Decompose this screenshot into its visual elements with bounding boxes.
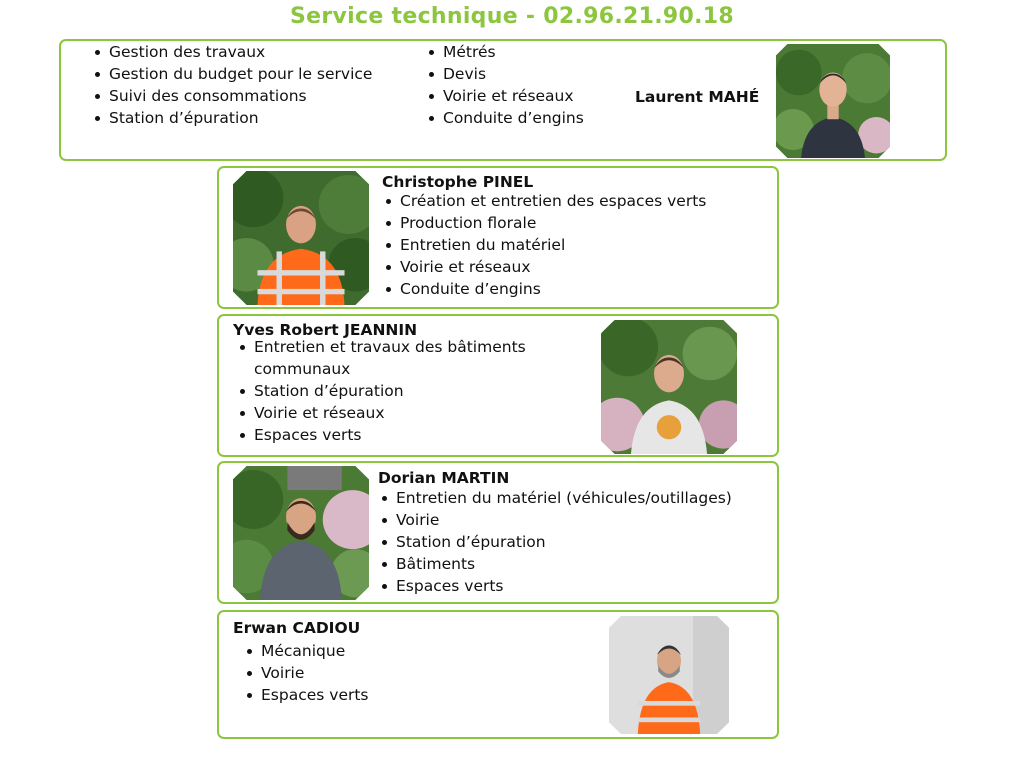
staff-name: Yves Robert JEANNIN xyxy=(233,321,418,339)
task-item: Station d’épuration xyxy=(91,107,372,129)
staff-card-erwan-cadiou xyxy=(217,610,779,739)
task-item: Espaces verts xyxy=(243,684,369,706)
task-item: Production florale xyxy=(382,212,706,234)
task-list xyxy=(243,640,369,706)
staff-card-laurent-mahe xyxy=(59,39,947,161)
staff-card-yves-robert-jeannin xyxy=(217,314,779,457)
task-item: Conduite d’engins xyxy=(425,107,584,129)
task-item: Entretien du matériel (véhicules/outillages) xyxy=(378,487,732,509)
task-item: Métrés xyxy=(425,41,584,63)
staff-name: Erwan CADIOU xyxy=(233,619,361,637)
task-list xyxy=(378,487,732,597)
task-item: Voirie xyxy=(243,662,369,684)
task-item: Espaces verts xyxy=(378,575,732,597)
task-list xyxy=(236,336,566,446)
task-item: Mécanique xyxy=(243,640,369,662)
task-item: Station d’épuration xyxy=(378,531,732,553)
task-item: Entretien du matériel xyxy=(382,234,706,256)
task-item: Espaces verts xyxy=(236,424,566,446)
staff-card-christophe-pinel xyxy=(217,166,779,309)
task-item: Station d’épuration xyxy=(236,380,566,402)
task-item: Entretien et travaux des bâtiments communaux xyxy=(236,336,566,380)
task-item: Conduite d’engins xyxy=(382,278,706,300)
task-list-right xyxy=(425,41,584,129)
staff-photo xyxy=(233,171,369,305)
staff-name: Christophe PINEL xyxy=(382,173,534,191)
staff-photo xyxy=(776,44,890,158)
task-item: Voirie xyxy=(378,509,732,531)
page-title: Service technique - 02.96.21.90.18 xyxy=(290,4,734,29)
staff-name: Laurent MAHÉ xyxy=(635,88,760,106)
staff-photo xyxy=(609,616,729,734)
task-item: Suivi des consommations xyxy=(91,85,372,107)
task-list xyxy=(382,190,706,300)
task-item: Gestion des travaux xyxy=(91,41,372,63)
task-item: Bâtiments xyxy=(378,553,732,575)
task-item: Voirie et réseaux xyxy=(425,85,584,107)
task-item: Voirie et réseaux xyxy=(382,256,706,278)
task-item: Création et entretien des espaces verts xyxy=(382,190,706,212)
staff-card-dorian-martin xyxy=(217,461,779,604)
task-item: Devis xyxy=(425,63,584,85)
staff-photo xyxy=(233,466,369,600)
task-item: Voirie et réseaux xyxy=(236,402,566,424)
staff-photo xyxy=(601,320,737,454)
task-item: Gestion du budget pour le service xyxy=(91,63,372,85)
task-list-left xyxy=(91,41,372,129)
staff-name: Dorian MARTIN xyxy=(378,469,510,487)
